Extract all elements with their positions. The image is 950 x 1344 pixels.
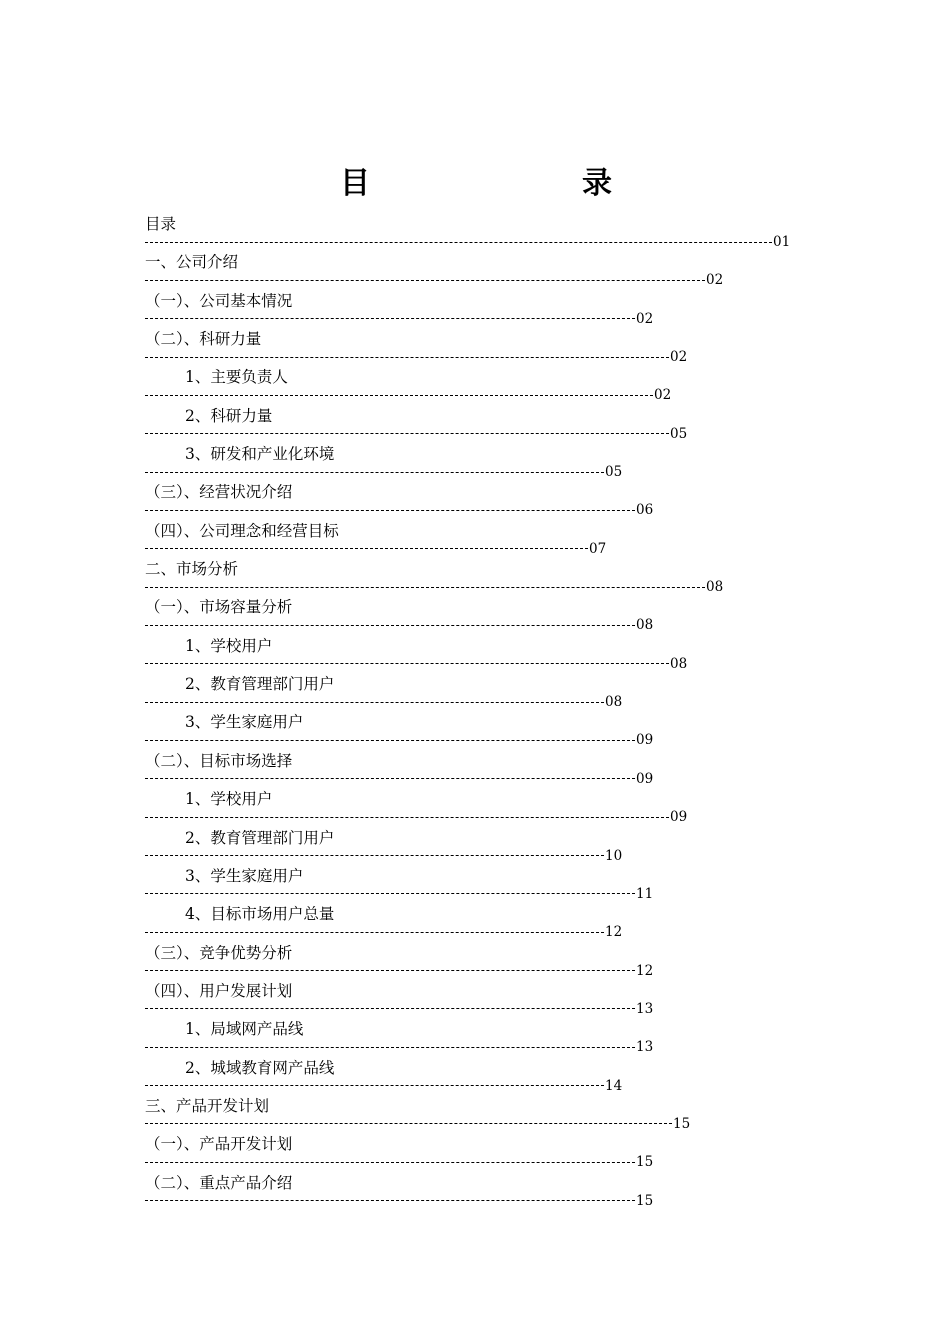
toc-page-number: 08: [605, 694, 623, 711]
toc-entry-label: 2、教育管理部门用户: [185, 675, 335, 694]
toc-entry[interactable]: [145, 1017, 845, 1055]
toc-entry[interactable]: [145, 1094, 845, 1132]
toc-entry-label: 3、学生家庭用户: [185, 713, 304, 732]
toc-heading-char-2: 录: [582, 166, 612, 201]
toc-leader: [145, 541, 606, 557]
toc-dash-line: [145, 663, 669, 664]
toc-dash-line: [145, 1162, 635, 1163]
toc-entry[interactable]: [145, 519, 845, 557]
toc-entry-label: 目录: [145, 215, 177, 233]
toc-entry[interactable]: [145, 941, 845, 979]
toc-dash-line: [145, 625, 635, 626]
toc-leader: [145, 732, 653, 748]
toc-dash-line: [145, 702, 604, 703]
toc-entry[interactable]: [145, 979, 845, 1017]
toc-dash-line: [145, 1085, 604, 1086]
toc-page-number: 12: [636, 962, 654, 979]
toc-entry-label: （四）、用户发展计划: [145, 981, 293, 1000]
toc-entry-label: （二）、目标市场选择: [145, 751, 293, 770]
toc-dash-line: [145, 242, 772, 243]
toc-entry[interactable]: [145, 595, 845, 633]
toc-entry-label: 1、学校用户: [185, 636, 273, 655]
toc-leader: [145, 809, 687, 825]
toc-dash-line: [145, 510, 635, 511]
toc-entry[interactable]: [145, 480, 845, 518]
toc-entry-label: 一、公司介绍: [145, 253, 239, 272]
toc-entry[interactable]: [145, 250, 845, 288]
toc-page-number: 09: [636, 770, 654, 787]
toc-entry-label: 3、研发和产业化环境: [185, 445, 335, 464]
toc-leader: [145, 387, 671, 403]
toc-page-number: 15: [636, 1192, 654, 1209]
toc-page-number: 06: [636, 502, 654, 519]
toc-entry-label: 1、学校用户: [185, 790, 273, 809]
toc-entry[interactable]: [145, 864, 845, 902]
toc-leader: [145, 464, 622, 480]
toc-entry[interactable]: [145, 442, 845, 480]
toc-dash-line: [145, 357, 669, 358]
toc-dash-line: [145, 472, 604, 473]
toc-entry[interactable]: [145, 826, 845, 864]
toc-leader: [145, 886, 653, 902]
toc-page-number: 13: [636, 1000, 654, 1017]
toc-entry[interactable]: [145, 327, 845, 365]
toc-leader: [145, 1116, 690, 1132]
toc-page-number: 08: [636, 617, 654, 634]
toc-page-number: 02: [706, 272, 724, 289]
toc-dash-line: [145, 318, 635, 319]
toc-heading: [0, 164, 950, 204]
toc-page-number: 12: [605, 924, 623, 941]
toc-leader: [145, 694, 622, 710]
toc-dash-line: [145, 395, 653, 396]
toc-entry[interactable]: [145, 1171, 845, 1209]
toc-page-number: 10: [605, 847, 623, 864]
toc-list: [145, 212, 845, 1209]
toc-entry-label: （一）、产品开发计划: [145, 1135, 293, 1154]
toc-heading-char-1: 目: [340, 166, 370, 201]
toc-entry-label: （一）、公司基本情况: [145, 291, 293, 310]
toc-entry-label: （二）、科研力量: [145, 330, 262, 349]
toc-dash-line: [145, 1123, 672, 1124]
toc-leader: [145, 1039, 653, 1055]
toc-page-number: 15: [673, 1115, 691, 1132]
toc-dash-line: [145, 587, 705, 588]
toc-dash-line: [145, 817, 669, 818]
toc-leader: [145, 1078, 622, 1094]
toc-leader: [145, 272, 723, 288]
toc-entry[interactable]: [145, 749, 845, 787]
toc-entry[interactable]: [145, 365, 845, 403]
toc-leader: [145, 1154, 653, 1170]
toc-leader: [145, 848, 622, 864]
toc-entry-label: 2、城域教育网产品线: [185, 1058, 335, 1077]
toc-entry-label: （一）、市场容量分析: [145, 598, 293, 617]
toc-entry-label: （二）、重点产品介绍: [145, 1173, 293, 1192]
toc-page-number: 14: [605, 1077, 623, 1094]
toc-dash-line: [145, 1200, 635, 1201]
toc-entry-label: 3、学生家庭用户: [185, 866, 304, 885]
toc-entry-label: 4、目标市场用户总量: [185, 905, 335, 924]
toc-entry-label: （四）、公司理念和经营目标: [145, 521, 339, 540]
toc-dash-line: [145, 855, 604, 856]
toc-entry[interactable]: [145, 634, 845, 672]
toc-page-number: 09: [636, 732, 654, 749]
toc-leader: [145, 579, 723, 595]
toc-leader: [145, 1001, 653, 1017]
toc-page-number: 02: [654, 387, 672, 404]
toc-entry-label: 2、教育管理部门用户: [185, 828, 335, 847]
toc-entry-label: 1、局域网产品线: [185, 1020, 304, 1039]
toc-dash-line: [145, 740, 635, 741]
toc-leader: [145, 656, 687, 672]
toc-entry-label: 2、科研力量: [185, 406, 273, 425]
toc-leader: [145, 426, 687, 442]
toc-leader: [145, 924, 622, 940]
toc-dash-line: [145, 893, 635, 894]
toc-dash-line: [145, 932, 604, 933]
toc-leader: [145, 311, 653, 327]
toc-entry[interactable]: [145, 672, 845, 710]
toc-leader: [145, 771, 653, 787]
toc-leader: [145, 502, 653, 518]
toc-page-number: 08: [706, 579, 724, 596]
toc-dash-line: [145, 433, 669, 434]
toc-leader: [145, 963, 653, 979]
toc-leader: [145, 1193, 653, 1209]
toc-entry[interactable]: [145, 1056, 845, 1094]
toc-page-number: 01: [773, 234, 791, 250]
toc-page-number: 07: [589, 540, 607, 557]
toc-leader: [145, 349, 687, 365]
toc-page-number: 05: [605, 464, 623, 481]
toc-page-number: 02: [636, 310, 654, 327]
toc-page-number: 02: [670, 349, 688, 366]
toc-page-number: 11: [636, 885, 654, 902]
toc-dash-line: [145, 1047, 635, 1048]
toc-entry[interactable]: [145, 787, 845, 825]
toc-entry-label: 三、产品开发计划: [145, 1096, 270, 1115]
toc-entry[interactable]: [145, 212, 845, 250]
toc-dash-line: [145, 280, 705, 281]
toc-page-number: 13: [636, 1039, 654, 1056]
toc-entry[interactable]: [145, 710, 845, 748]
toc-dash-line: [145, 970, 635, 971]
toc-dash-line: [145, 548, 588, 549]
toc-entry-label: （三）、经营状况介绍: [145, 483, 293, 502]
toc-page-number: 08: [670, 655, 688, 672]
toc-page-number: 05: [670, 425, 688, 442]
toc-entry[interactable]: [145, 404, 845, 442]
toc-entry[interactable]: [145, 557, 845, 595]
toc-entry-label: （三）、竞争优势分析: [145, 943, 293, 962]
toc-leader: [145, 234, 790, 250]
toc-page-number: 15: [636, 1154, 654, 1171]
toc-dash-line: [145, 778, 635, 779]
toc-dash-line: [145, 1008, 635, 1009]
toc-leader: [145, 617, 653, 633]
toc-entry-label: 1、主要负责人: [185, 368, 288, 387]
toc-entry[interactable]: [145, 902, 845, 940]
toc-entry-label: 二、市场分析: [145, 560, 239, 579]
toc-entry[interactable]: [145, 289, 845, 327]
toc-entry[interactable]: [145, 1132, 845, 1170]
toc-page-number: 09: [670, 809, 688, 826]
